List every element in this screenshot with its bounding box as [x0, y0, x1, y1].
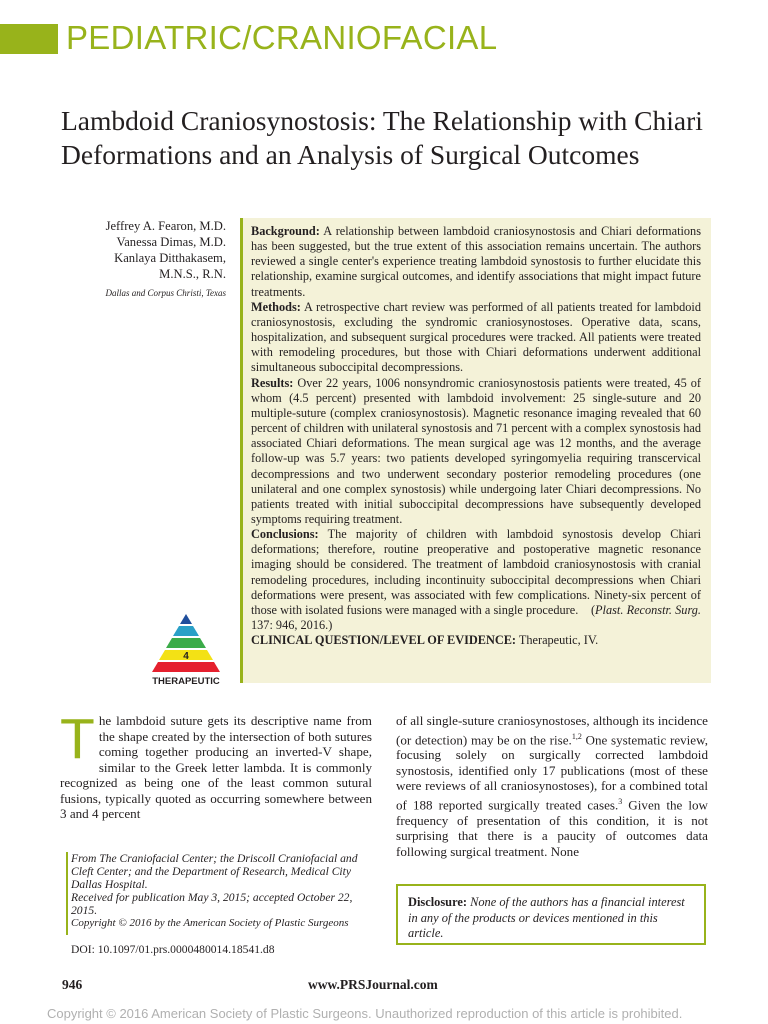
- abstract-results-label: Results:: [251, 375, 294, 390]
- footnote-rule: [66, 852, 68, 935]
- article-footnote: [71, 852, 373, 930]
- abstract-text: [251, 224, 701, 648]
- journal-url[interactable]: www.PRSJournal.com: [308, 977, 438, 992]
- footnote-received: Received for publication May 3, 2015; accepted October 22, 2015.: [71, 891, 353, 917]
- abstract-background-label: Background:: [251, 224, 320, 238]
- svg-text:4: 4: [183, 651, 189, 662]
- author-line: Vanessa Dimas, M.D.: [116, 235, 226, 249]
- abstract-conclusions-label: Conclusions:: [251, 527, 319, 542]
- disclosure-label: Disclosure:: [408, 895, 467, 909]
- author-affiliation: Dallas and Corpus Christi, Texas: [105, 288, 226, 298]
- footnote-copyright: Copyright © 2016 by the American Society of Plastic Surgeons: [71, 917, 349, 929]
- abstract-results: Results: Over 22 years, 1006 nonsyndromic craniosynostosis patients were treated, 45 of whom (4.5 percent) presented with lambdoid involvement: 25 single-suture and 20 multiple-suture (complex craniosynostosis). Magnetic resonance imaging revealed that 60 percent of children with unilateral synostosis and 71 percent with a complex synostosis had associated Chiari deformations. The mean surgical age was 12 months, and the average follow-up was 5.7 years: two patients developed syringomyelia requiring transcervical decompressions and two underwent secondary posterior remodeling procedures (one unilateral and one complex synostosis) while undergoing later Chiari decompressions. No patients treated with initial suboccipital decompressions have subsequently developed symptoms requiring treatment.: [251, 375, 701, 526]
- article-title: Lambdoid Craniosynostosis: The Relationship with Chiari Deformations and an Analysis of Surgical Outcomes: [61, 105, 703, 170]
- doi-link[interactable]: DOI: 10.1097/01.prs.0000480014.18541.d8: [71, 943, 275, 956]
- abstract-methods-label: Methods:: [251, 299, 301, 314]
- section-header: PEDIATRIC/CRANIOFACIAL: [66, 19, 498, 56]
- abstract-background: Background: A relationship between lambdoid craniosynostosis and Chiari deformations has been suggested, but the true extent of this association remains uncertain. The authors reviewed a single center's experience treating lambdoid synostosis to further elucidate this relationship, examine surgical outcomes, and identify associations that might impact future treatments.: [251, 224, 701, 299]
- reference-superscript: 3: [618, 796, 623, 806]
- body-column-left: The lambdoid suture gets its descriptive name from the shape created by the intersection of both sutures coming together producing an inverted-V shape, similar to the Greek letter lambda. It is commonly recognized as being one of the least common sutural fusions, typically quoted as occurring somewhere between 3 and 4 percent: [60, 707, 372, 821]
- evidence-pyramid-icon: [147, 612, 225, 688]
- evidence-label: CLINICAL QUESTION/LEVEL OF EVIDENCE:: [251, 633, 517, 648]
- reference-superscript: 1,2: [571, 731, 582, 741]
- abstract-conclusions: Conclusions: The majority of children with lambdoid synostosis develop Chiari deformations; therefore, routine preoperative and postoperative magnetic resonance imaging should be considered. The treatment of lambdoid craniosynostosis with cranial remodeling procedures, including incontinuity suboccipital decompressions when Chiari deformations were present, was associated with few complications. Ninety-six percent of those with isolated fusions were managed with a single procedure. (Plast. Reconstr. Surg. 137: 946, 2016.): [251, 527, 701, 633]
- abstract-evidence: CLINICAL QUESTION/LEVEL OF EVIDENCE: Therapeutic, IV.: [251, 633, 599, 648]
- evidence-badge: [147, 612, 225, 688]
- disclosure-box: Disclosure: None of the authors has a financial interest in any of the products or devices mentioned in this article.: [396, 884, 706, 945]
- author-line: Kanlaya Ditthakasem,: [114, 251, 226, 265]
- citation: (Plast. Reconstr. Surg. 137: 946, 2016.): [251, 602, 701, 633]
- author-line: Jeffrey A. Fearon, M.D.: [105, 219, 226, 233]
- footnote-from: From The Craniofacial Center; the Driscoll Craniofacial and Cleft Center; and the Department of Research, Medical City Dallas Hospital.: [71, 852, 358, 891]
- body-column-right: of all single-suture craniosynostoses, although its incidence (or detection) may be on the rise.$^{1,2}$ One systematic review, focusing solely on surgically corrected lambdoid synostosis, identified only 17 publications (most of these were reviews of all craniosynostoses), for a combined total of 188 reported surgically treated cases.$^3$ Given the low frequency of presentation of this condition, it is not surprising that there is a paucity of outcomes data following surgical treatment. None: [396, 713, 709, 859]
- author-line: M.N.S., R.N.: [159, 267, 226, 281]
- svg-text:THERAPEUTIC: THERAPEUTIC: [152, 676, 220, 687]
- author-list: [60, 218, 226, 282]
- copyright-notice: Copyright © 2016 American Society of Plastic Surgeons. Unauthorized reproduction of this article is prohibited.: [47, 1006, 683, 1021]
- abstract-methods: Methods: A retrospective chart review was performed of all patients treated for lambdoid craniosynostosis, excluding the syndromic craniosynostoses. Operative data, scans, hospitalization, and subsequent surgical procedures were tracked. All patients were treated with remodeling procedures, but those with Chiari deformations underwent additional simultaneous suboccipital decompressions.: [251, 299, 701, 375]
- page-number: 946: [62, 977, 83, 992]
- section-color-bar: [0, 24, 58, 54]
- drop-cap: T: [60, 707, 95, 771]
